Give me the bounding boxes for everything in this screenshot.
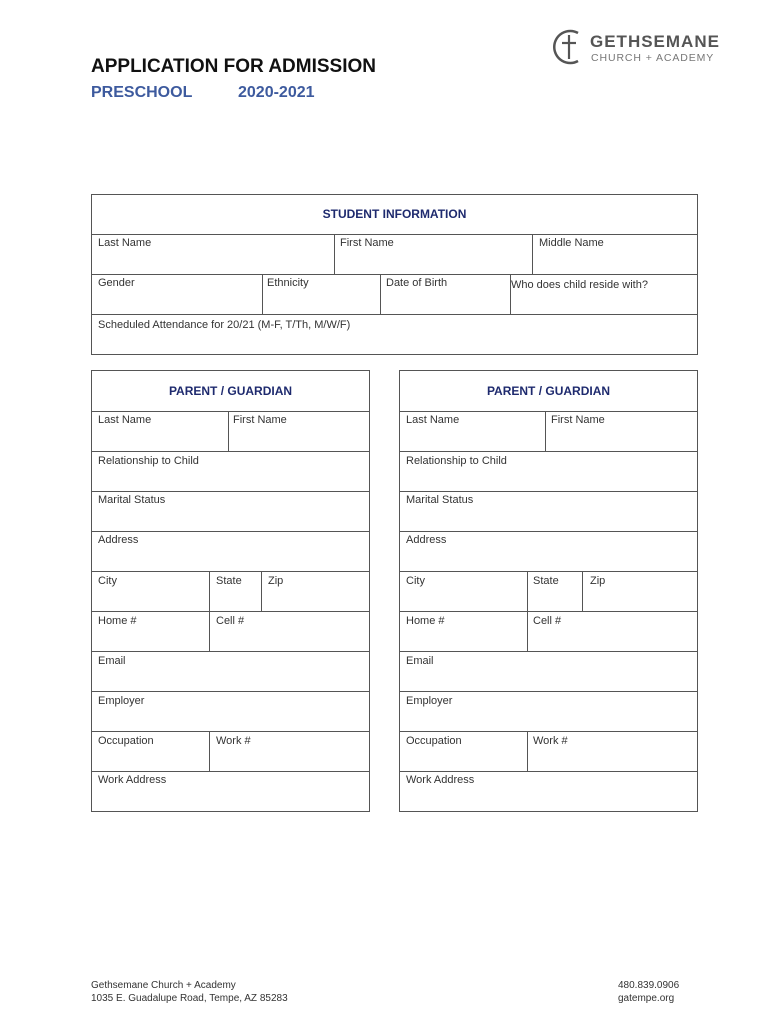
school-year: 2020-2021: [238, 84, 315, 101]
guardian-right-marital[interactable]: Marital Status: [406, 494, 474, 506]
guardian-right-employer[interactable]: Employer: [406, 695, 453, 707]
guardian-right-address[interactable]: Address: [406, 534, 447, 546]
page-title: APPLICATION FOR ADMISSION: [91, 56, 376, 77]
attendance-field[interactable]: Scheduled Attendance for 20/21 (M-F, T/Th, M/W/F): [98, 319, 351, 331]
guardian-left-first-name[interactable]: First Name: [233, 414, 287, 426]
guardian-right-home[interactable]: Home #: [406, 615, 445, 627]
guardian-right-relationship[interactable]: Relationship to Child: [406, 455, 507, 467]
guardian-left-work[interactable]: Work #: [216, 735, 251, 747]
guardian-left-state[interactable]: State: [216, 575, 242, 587]
guardian-left-zip[interactable]: Zip: [268, 575, 284, 587]
last-name-field[interactable]: Last Name: [98, 237, 152, 249]
student-info-section: [91, 194, 698, 355]
first-name-field[interactable]: First Name: [340, 237, 394, 249]
guardian-right-last-name[interactable]: Last Name: [406, 414, 460, 426]
gender-field[interactable]: Gender: [98, 277, 135, 289]
middle-name-field[interactable]: Middle Name: [539, 237, 604, 249]
guardian-left-last-name[interactable]: Last Name: [98, 414, 152, 426]
guardian-left-relationship[interactable]: Relationship to Child: [98, 455, 199, 467]
guardian-left-home[interactable]: Home #: [98, 615, 137, 627]
footer-contact-right: [618, 979, 679, 1005]
guardian-right-cell[interactable]: Cell #: [533, 615, 562, 627]
guardian-right-heading: PARENT / GUARDIAN: [486, 384, 611, 398]
student-heading: STUDENT INFORMATION: [322, 207, 467, 221]
guardian-right-occupation[interactable]: Occupation: [406, 735, 462, 747]
guardian-right-city[interactable]: City: [406, 575, 425, 587]
guardian-left-marital[interactable]: Marital Status: [98, 494, 166, 506]
footer-org: Gethsemane Church + Academy: [91, 980, 236, 991]
footer-contact-left: [91, 979, 288, 1005]
guardian-left-employer[interactable]: Employer: [98, 695, 145, 707]
footer-site[interactable]: gatempe.org: [618, 993, 675, 1004]
guardian-right-work[interactable]: Work #: [533, 735, 568, 747]
guardian-left-occupation[interactable]: Occupation: [98, 735, 154, 747]
resides-with-field[interactable]: Who does child reside with?: [511, 279, 648, 291]
guardian-left-address[interactable]: Address: [98, 534, 139, 546]
footer-address: 1035 E. Guadalupe Road, Tempe, AZ 85283: [91, 993, 288, 1004]
logo-subtitle: CHURCH + ACADEMY: [591, 52, 715, 64]
guardian-right-email[interactable]: Email: [406, 655, 434, 667]
guardian-right-zip[interactable]: Zip: [590, 575, 606, 587]
program-label: PRESCHOOL: [91, 84, 193, 101]
guardian-right-first-name[interactable]: First Name: [551, 414, 605, 426]
logo-name: GETHSEMANE: [590, 32, 720, 51]
guardian-right-state[interactable]: State: [533, 575, 559, 587]
guardian-left-city[interactable]: City: [98, 575, 117, 587]
ethnicity-field[interactable]: Ethnicity: [267, 277, 309, 289]
guardian-left-work-address[interactable]: Work Address: [98, 774, 167, 786]
guardian-right-work-address[interactable]: Work Address: [406, 774, 475, 786]
guardian-left-heading: PARENT / GUARDIAN: [168, 384, 293, 398]
guardian-right-section: [399, 370, 698, 812]
guardian-left-email[interactable]: Email: [98, 655, 126, 667]
footer-phone: 480.839.0906: [618, 980, 680, 991]
guardian-left-cell[interactable]: Cell #: [216, 615, 245, 627]
date-of-birth-field[interactable]: Date of Birth: [386, 277, 448, 289]
cross-logo-icon: [551, 28, 587, 66]
guardian-left-section: [91, 370, 370, 812]
